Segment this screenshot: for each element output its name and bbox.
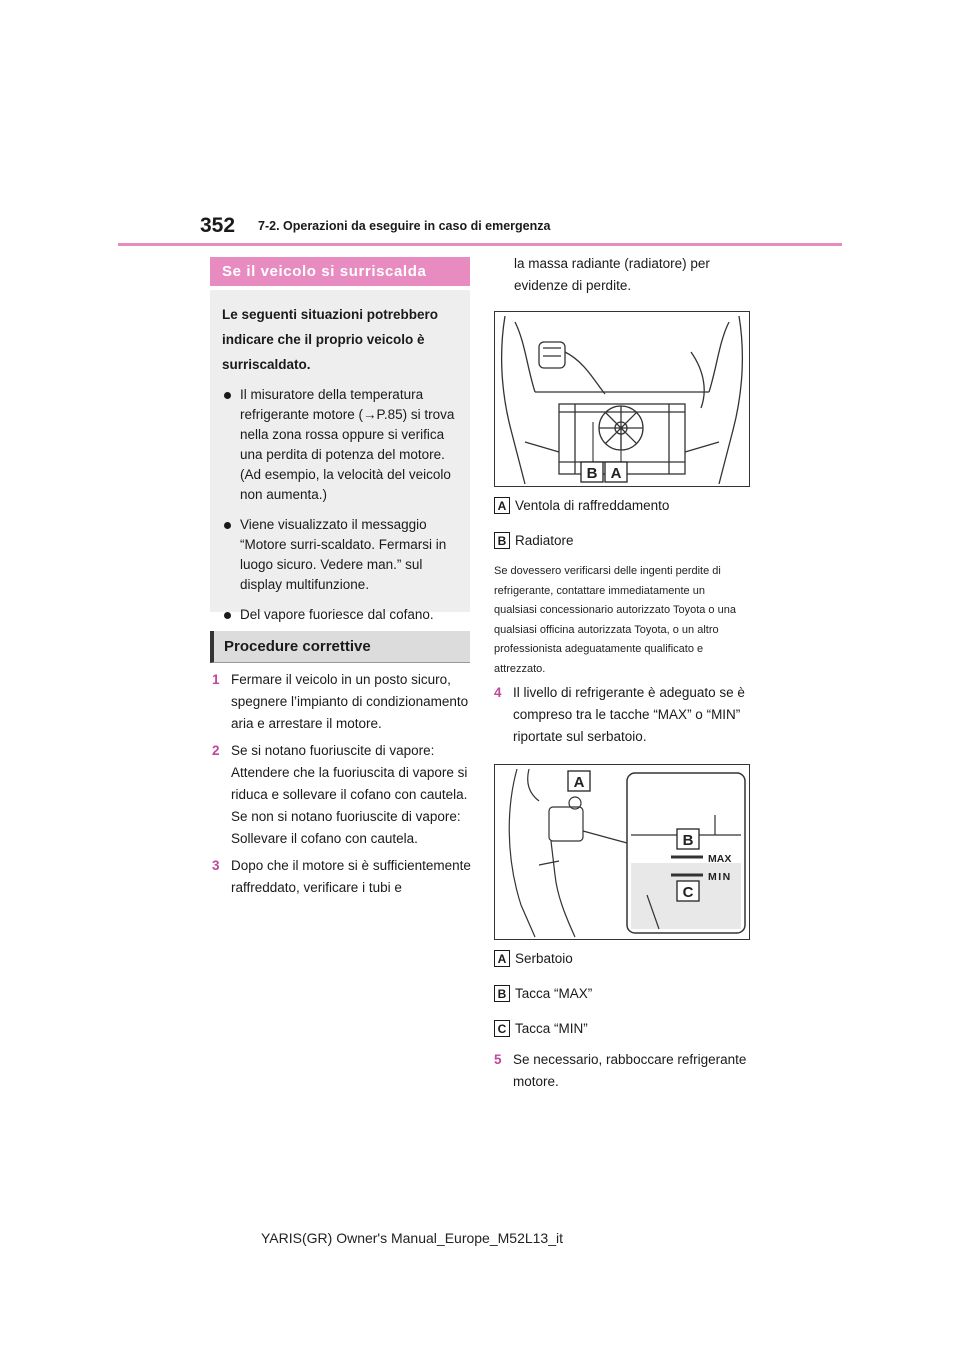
procedure-step xyxy=(212,740,474,850)
symptom-item xyxy=(222,515,456,595)
page-number: 352 xyxy=(200,214,236,237)
max-mark-label: MAX xyxy=(708,853,732,865)
header-rule xyxy=(118,243,842,246)
leak-note: Se dovessero verificarsi delle ingenti perdite di refrigerante, contattare immediatamente un qualsiasi concessionario autorizzato Toyota o una qualsiasi officina autorizzata Toyota, o un altro professionista adeguatamente qualificato e attrezzato. xyxy=(494,565,736,675)
step-text: Dopo che il motore si è sufficientemente raffreddato, verificare i tubi e xyxy=(231,858,471,895)
figure-label: C xyxy=(682,884,694,901)
engine-bay-illustration xyxy=(495,312,749,486)
reservoir-figure xyxy=(494,764,750,940)
legend-text: Serbatoio xyxy=(515,951,573,966)
figure-label: B xyxy=(682,832,694,849)
figure-label: B xyxy=(586,465,598,482)
legend-item-max xyxy=(494,985,592,1002)
bullet-dot-icon xyxy=(224,522,231,529)
symptom-text: Viene visualizzato il messaggio “Motore surri-scaldato. Fermarsi in luogo sicuro. Vedere man.” sul display multifunzione. xyxy=(240,517,447,592)
step-number: 1 xyxy=(212,672,220,687)
legend-text: Tacca “MIN” xyxy=(515,1021,588,1036)
symptoms-intro: Le seguenti situazioni potrebbero indicare che il proprio veicolo è surriscaldato. xyxy=(222,307,439,372)
step-number: 3 xyxy=(212,858,220,873)
procedure-step xyxy=(494,682,750,748)
legend-text: Tacca “MAX” xyxy=(515,986,593,1001)
legend-badge: B xyxy=(494,532,510,549)
step-text: Fermare il veicolo in un posto sicuro, spegnere l’impianto di condizionamento aria e arrestare il motore. xyxy=(231,672,469,731)
procedure-heading: Procedure correttive xyxy=(210,631,470,663)
section-header: 7-2. Operazioni da eseguire in caso di emergenza xyxy=(258,219,551,233)
legend-item-radiator xyxy=(494,532,574,549)
step-text: Se si notano fuoriuscite di vapore: Attendere che la fuoriuscita di vapore si riduca e sollevare il cofano con cautela. Se non si notano fuoriuscite di vapore: Sollevare il cofano con cautela. xyxy=(231,743,468,846)
symptom-item xyxy=(222,385,456,505)
symptom-item xyxy=(222,605,456,625)
legend-badge: C xyxy=(494,1020,510,1037)
step3-continued: la massa radiante (radiatore) per evidenze di perdite. xyxy=(514,256,710,293)
symptom-text: Del vapore fuoriesce dal cofano. xyxy=(240,607,434,622)
overheat-heading: Se il veicolo si surriscalda xyxy=(210,257,470,286)
procedure-step xyxy=(494,1049,750,1093)
legend-badge: A xyxy=(494,497,510,514)
symptom-text: Il misuratore della temperatura refrigerante motore (→P.85) si trova nella zona rossa oppure si verifica una perdita di potenza del motore. (Ad esempio, la velocità del veicolo non aumenta.) xyxy=(240,387,455,502)
legend-badge: B xyxy=(494,985,510,1002)
legend-item-fan xyxy=(494,497,669,514)
procedure-steps xyxy=(212,669,474,904)
footer-manual-id: YARIS(GR) Owner's Manual_Europe_M52L13_it xyxy=(261,1230,563,1246)
legend-item-min xyxy=(494,1020,588,1037)
figure-label: A xyxy=(610,465,622,482)
figure-label: A xyxy=(573,774,585,791)
step-text: Se necessario, rabboccare refrigerante motore. xyxy=(513,1052,747,1089)
step-number: 5 xyxy=(494,1052,502,1067)
step-number: 2 xyxy=(212,743,220,758)
legend-badge: A xyxy=(494,950,510,967)
procedure-step xyxy=(212,669,474,735)
procedure-step xyxy=(212,855,474,899)
step-number: 4 xyxy=(494,685,502,700)
bullet-dot-icon xyxy=(224,392,231,399)
legend-item-tank xyxy=(494,950,573,967)
bullet-dot-icon xyxy=(224,612,231,619)
reservoir-illustration xyxy=(495,765,749,939)
engine-bay-figure xyxy=(494,311,750,487)
legend-text: Ventola di raffreddamento xyxy=(515,498,670,513)
symptoms-box xyxy=(210,290,470,622)
step-text: Il livello di refrigerante è adeguato se è compreso tra le tacche “MAX” o “MIN” riportate sul serbatoio. xyxy=(513,685,745,744)
min-mark-label: MIN xyxy=(708,871,732,883)
legend-text: Radiatore xyxy=(515,533,574,548)
